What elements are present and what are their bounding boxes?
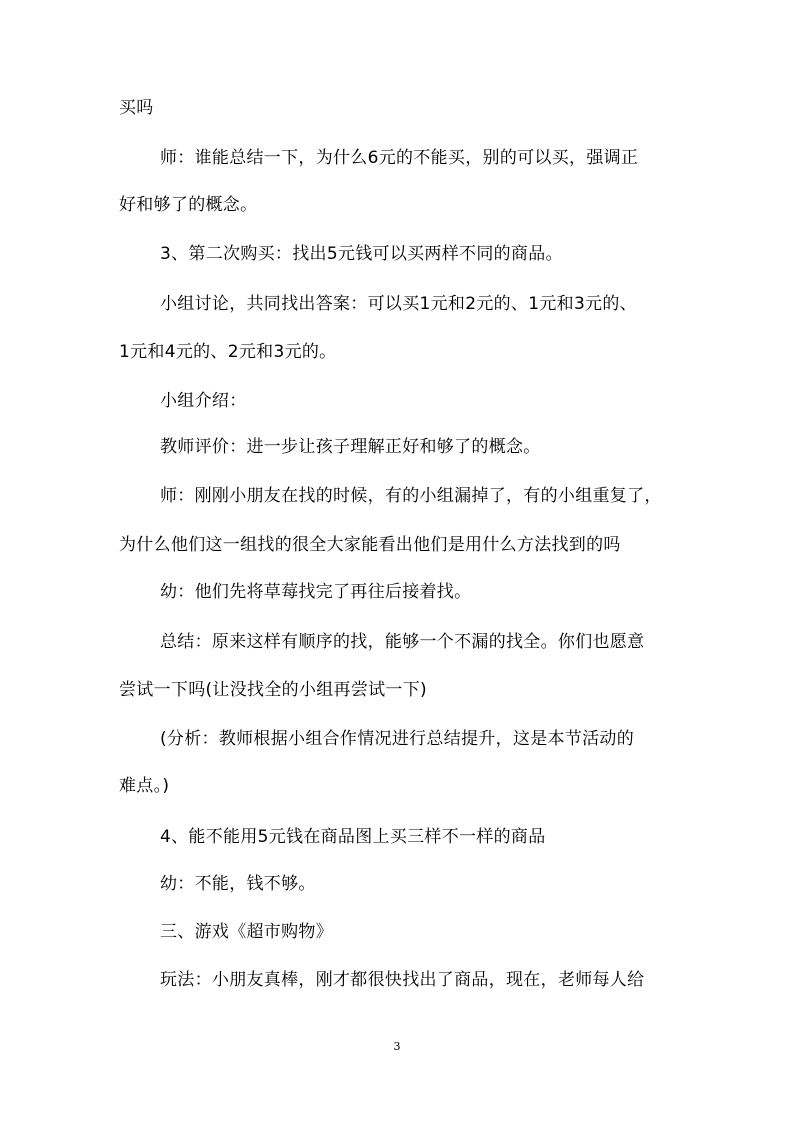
text-line: 买吗 [119, 98, 154, 118]
text-line: 三、游戏《超市购物》 [160, 922, 333, 942]
text-line: 师：刚刚小朋友在找的时候，有的小组漏掉了，有的小组重复了， [160, 486, 662, 506]
text-line: 4、能不能用5元钱在商品图上买三样不一样的商品 [160, 827, 546, 847]
text-line: 总结：原来这样有顺序的找，能够一个不漏的找全。你们也愿意 [160, 632, 645, 652]
text-line: (分析：教师根据小组合作情况进行总结提升，这是本节活动的 [160, 729, 635, 749]
text-line: 幼：他们先将草莓找完了再往后接着找。 [160, 582, 472, 602]
text-line: 小组讨论，共同找出答案：可以买1元和2元的、1元和3元的、 [160, 294, 637, 314]
text-line: 1元和4元的、2元和3元的。 [119, 342, 337, 362]
text-line: 尝试一下吗(让没找全的小组再尝试一下) [119, 680, 427, 700]
text-line: 难点。) [119, 776, 170, 796]
text-line: 幼：不能，钱不够。 [160, 874, 316, 894]
text-line: 师：谁能总结一下，为什么6元的不能买，别的可以买，强调正 [160, 148, 639, 168]
text-line: 3、第二次购买：找出5元钱可以买两样不同的商品。 [160, 244, 563, 264]
text-line: 教师评价：进一步让孩子理解正好和够了的概念。 [160, 437, 541, 457]
text-line: 小组介绍： [160, 391, 247, 411]
text-line: 玩法：小朋友真棒，刚才都很快找出了商品，现在，老师每人给 [160, 970, 645, 990]
text-line: 为什么他们这一组找的很全大家能看出他们是用什么方法找到的吗 [119, 535, 621, 555]
text-line: 好和够了的概念。 [119, 195, 258, 215]
page-number: 3 [393, 1040, 401, 1053]
